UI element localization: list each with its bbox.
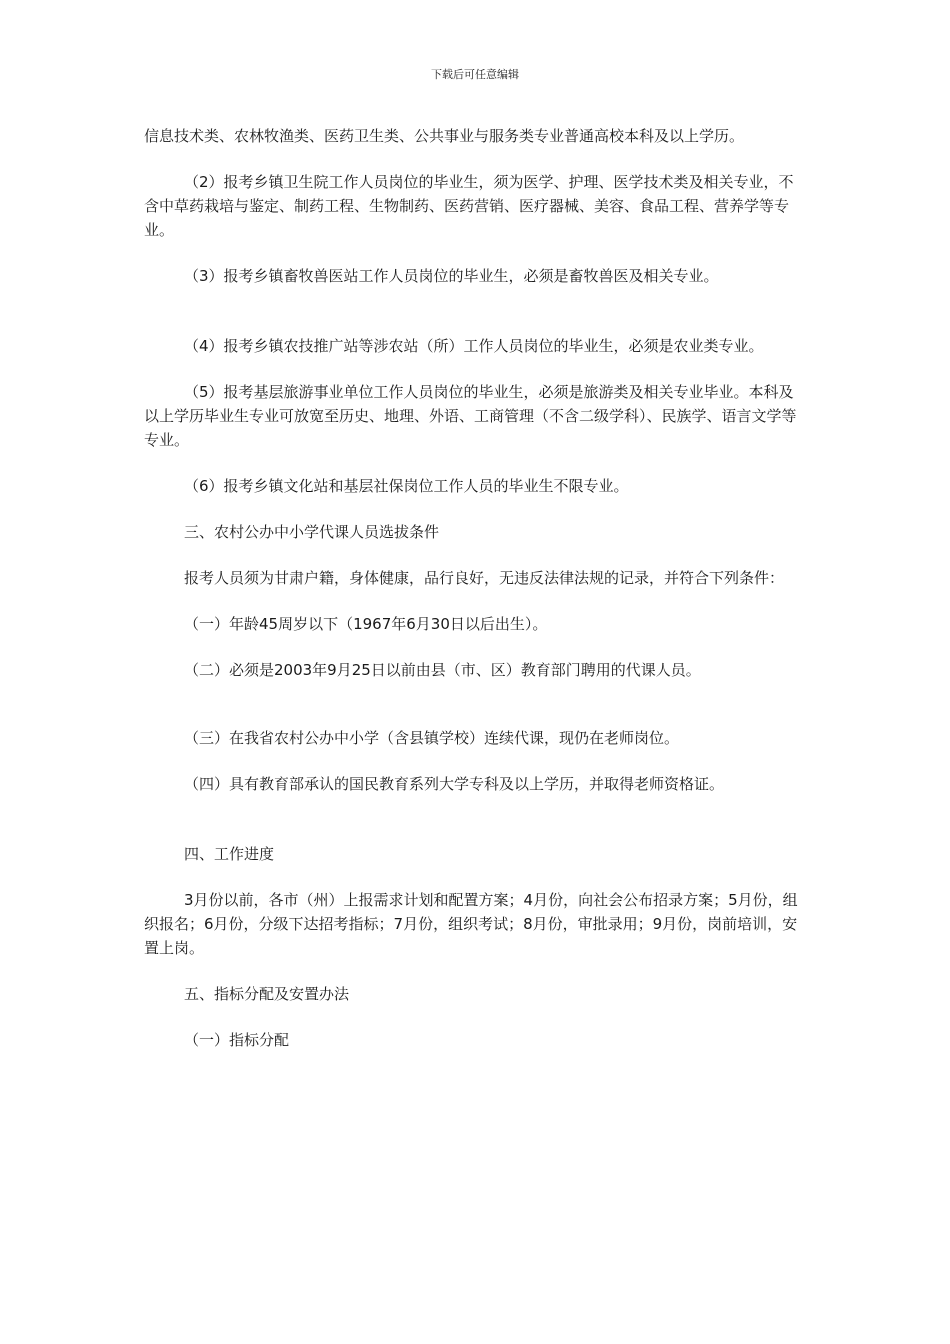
paragraph-item-5-tourism: （5）报考基层旅游事业单位工作人员岗位的毕业生，必须是旅游类及相关专业毕业。本科及以上学历毕业生专业可放宽至历史、地理、外语、工商管理（不含二级学科）、民族学、语言文学等专业。: [144, 383, 797, 449]
paragraph-item-2-health-center: （2）报考乡镇卫生院工作人员岗位的毕业生，须为医学、护理、医学技术类及相关专业，不含中草药栽培与鉴定、制药工程、生物制药、医药营销、医疗器械、美容、食品工程、营养学等专业。: [144, 173, 794, 239]
section-heading-5: 五、指标分配及安置办法: [184, 985, 350, 1003]
paragraph-item-6-culture: （6）报考乡镇文化站和基层社保岗位工作人员的毕业生不限专业。: [184, 477, 629, 495]
paragraph-condition-1: （一）年龄45周岁以下（1967年6月30日以后出生）。: [184, 615, 548, 633]
paragraph-condition-2: （二）必须是2003年9月25日以前由县（市、区）教育部门聘用的代课人员。: [184, 661, 701, 679]
paragraph-applicant-conditions: 报考人员须为甘肃户籍，身体健康，品行良好，无违反法律法规的记录，并符合下列条件：: [184, 569, 785, 587]
page-header: 下载后可任意编辑: [431, 68, 519, 81]
subsection-heading-1: （一）指标分配: [184, 1031, 290, 1049]
paragraph-degree-requirement: 信息技术类、农林牧渔类、医药卫生类、公共事业与服务类专业普通高校本科及以上学历。: [144, 127, 745, 145]
paragraph-work-schedule: 3月份以前，各市（州）上报需求计划和配置方案；4月份，向社会公布招录方案；5月份，组织报名；6月份，分级下达招考指标；7月份，组织考试；8月份，审批录用；9月份，岗前培训，安置上岗。: [144, 891, 798, 957]
section-heading-4: 四、工作进度: [184, 845, 275, 863]
paragraph-item-3-veterinary: （3）报考乡镇畜牧兽医站工作人员岗位的毕业生，必须是畜牧兽医及相关专业。: [184, 267, 719, 285]
section-heading-3: 三、农村公办中小学代课人员选拔条件: [184, 523, 440, 541]
paragraph-item-4-agriculture: （4）报考乡镇农技推广站等涉农站（所）工作人员岗位的毕业生，必须是农业类专业。: [184, 337, 764, 355]
document-body: [144, 124, 806, 1052]
paragraph-condition-4: （四）具有教育部承认的国民教育系列大学专科及以上学历，并取得老师资格证。: [184, 775, 725, 793]
paragraph-condition-3: （三）在我省农村公办中小学（含县镇学校）连续代课，现仍在老师岗位。: [184, 729, 680, 747]
